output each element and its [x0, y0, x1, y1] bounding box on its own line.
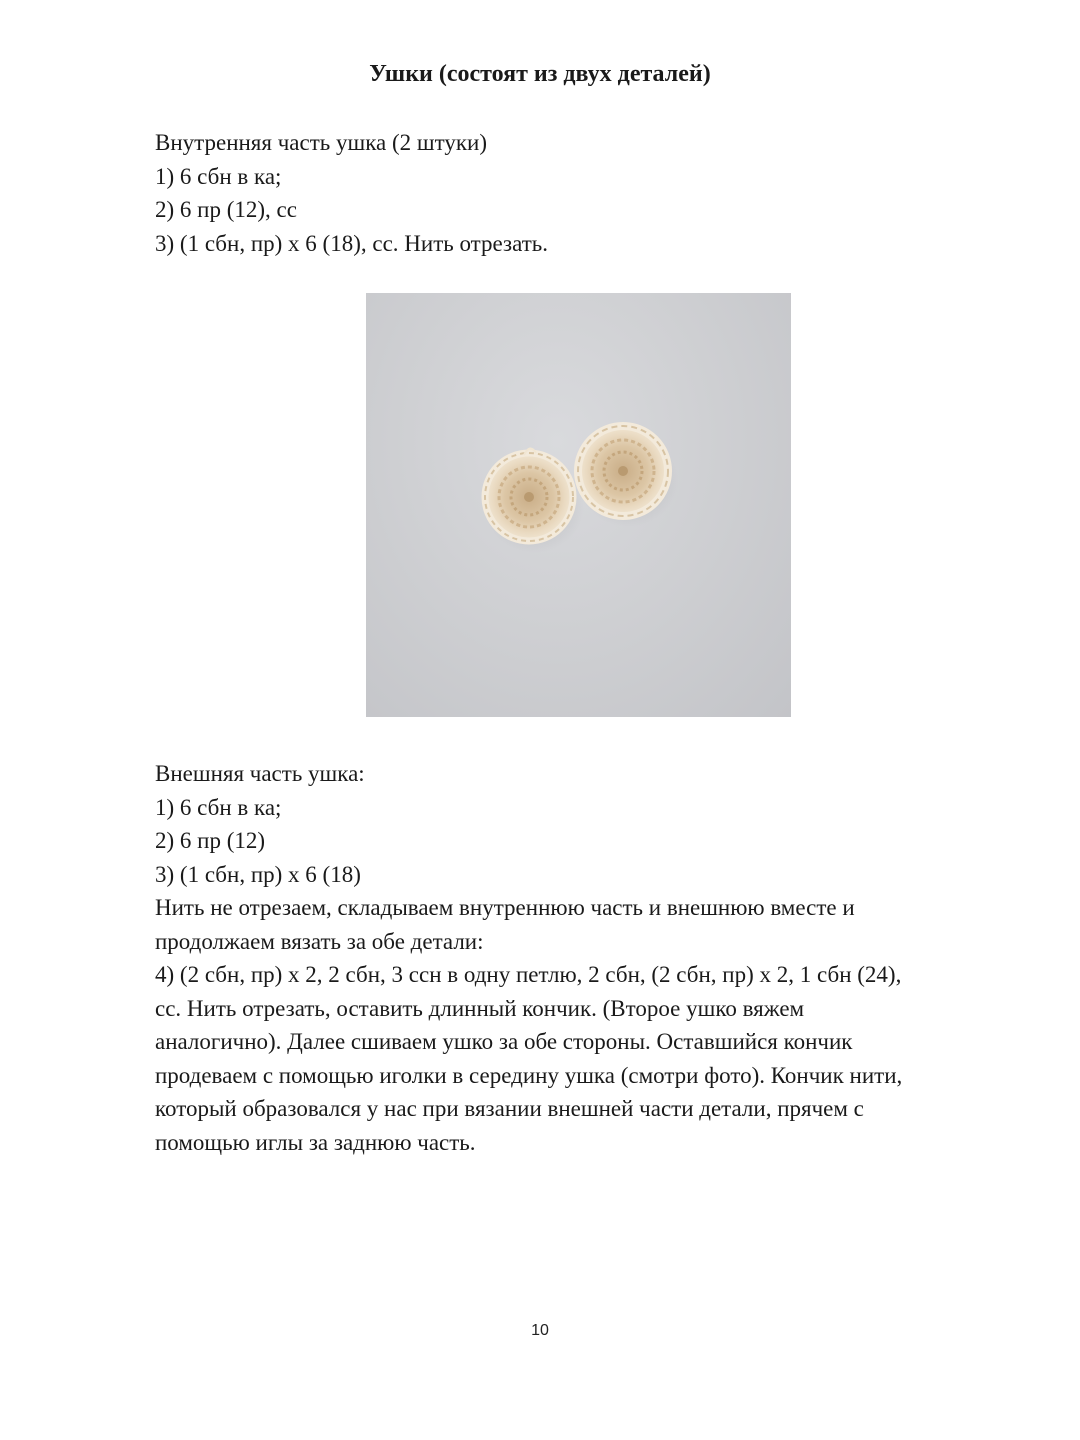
instruction-line: аналогично). Далее сшиваем ушко за обе стороны. Оставшийся кончик: [155, 1029, 853, 1054]
instruction-line: 3) (1 сбн, пр) х 6 (18), сс. Нить отрезать.: [155, 230, 548, 256]
instruction-line: 3) (1 сбн, пр) х 6 (18): [155, 861, 361, 887]
outer-part-instructions: [155, 757, 955, 1159]
instruction-line: помощью иглы за заднюю часть.: [155, 1129, 476, 1155]
instruction-line: 2) 6 пр (12), сс: [155, 197, 297, 222]
crochet-circles-illustration: [366, 293, 791, 717]
inner-part-instructions: [155, 126, 955, 260]
instruction-line: продолжаем вязать за обе детали:: [155, 928, 484, 954]
instruction-line: 1) 6 сбн в ка;: [155, 794, 282, 820]
instruction-line: продеваем с помощью иголки в середину ушка (смотри фото). Кончик нити,: [155, 1062, 903, 1088]
instruction-line: 1) 6 сбн в ка;: [155, 163, 282, 189]
page-number: 10: [531, 1322, 549, 1339]
instruction-line: Нить не отрезаем, складываем внутреннюю часть и внешнюю вместе и: [155, 895, 855, 920]
instruction-line: который образовался у нас при вязании внешней части детали, прячем с: [155, 1096, 864, 1121]
instruction-line: сс. Нить отрезать, оставить длинный кончик. (Второе ушко вяжем: [155, 995, 805, 1021]
crochet-photo: [366, 293, 791, 717]
crochet-circle-right: [578, 426, 668, 516]
instruction-line: Внешняя часть ушка:: [155, 761, 365, 786]
instruction-line: 2) 6 пр (12): [155, 828, 266, 853]
page-title: Ушки (состоят из двух деталей): [369, 61, 711, 87]
crochet-circle-left: [485, 448, 573, 541]
instruction-line: 4) (2 сбн, пр) х 2, 2 сбн, 3 ссн в одну петлю, 2 сбн, (2 сбн, пр) х 2, 1 сбн (24),: [155, 962, 902, 987]
instruction-line: Внутренняя часть ушка (2 штуки): [155, 130, 487, 155]
